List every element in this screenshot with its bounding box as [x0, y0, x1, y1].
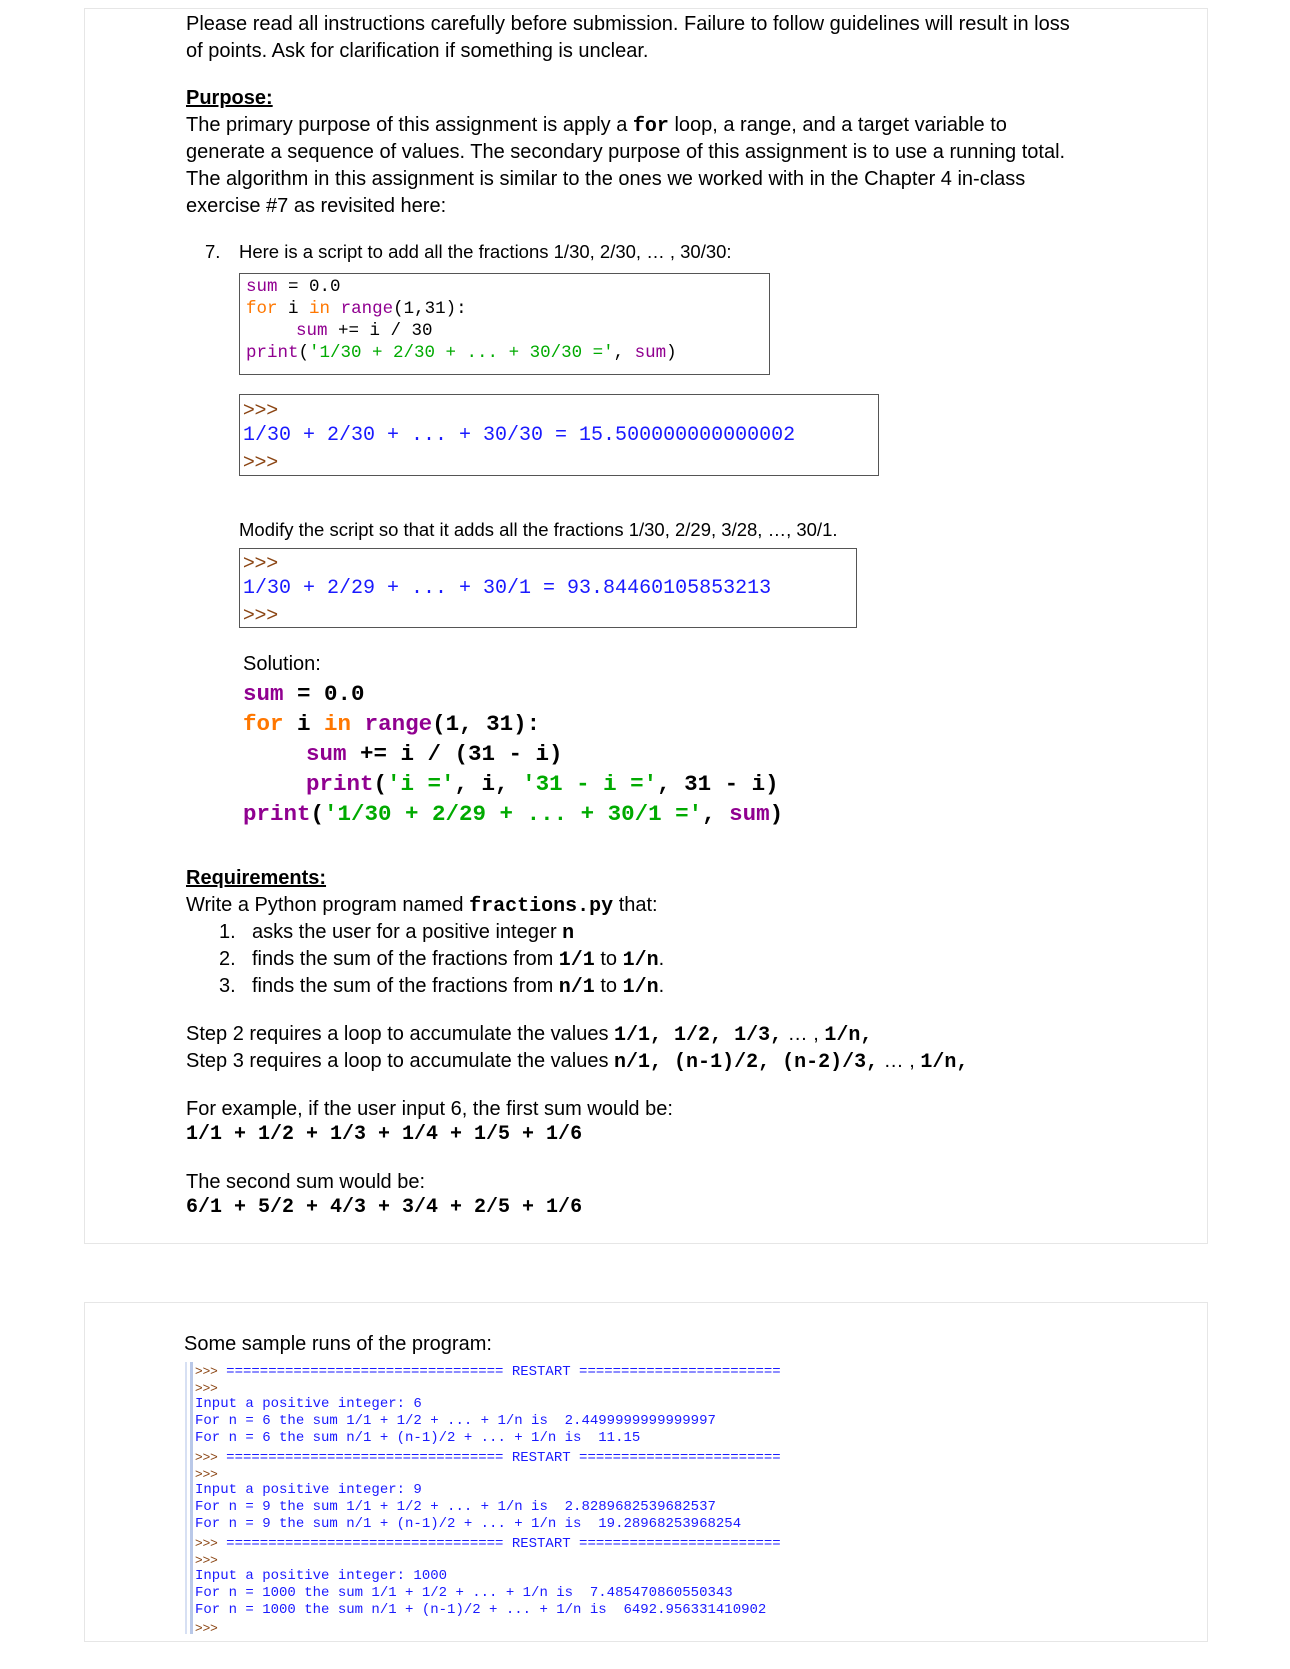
solution-string: '31 - i =' [522, 771, 658, 797]
sample-input-line: Input a positive integer: 9 [195, 1482, 422, 1498]
step-code: 1/1, 1/2, 1/3, [614, 1024, 783, 1047]
requirement-text: asks the user for a positive integer [252, 921, 563, 943]
requirement-item-1 [252, 919, 574, 947]
samples-heading: Some sample runs of the program: [184, 1333, 492, 1355]
script-in-keyword: in [309, 299, 331, 319]
solution-loop-var: i [283, 711, 325, 737]
prompt-text: >>> [243, 399, 279, 421]
sample-output-line: For n = 6 the sum n/1 + (n-1)/2 + ... + 1/n is 11.15 [195, 1430, 641, 1446]
prompt-text: >>> [195, 1466, 218, 1481]
requirements-heading: Requirements: [186, 867, 327, 889]
solution-range-builtin: range [364, 711, 433, 737]
solution-line-1 [243, 679, 365, 709]
output-1-line: 1/30 + 2/30 + ... + 30/30 = 15.500000000000002 [243, 424, 796, 447]
output-box-1 [239, 394, 879, 476]
sample-restart-line [195, 1362, 781, 1381]
solution-args: , 31 - i) [657, 771, 779, 797]
script-sum-var: sum [246, 277, 278, 297]
output-2-line: 1/30 + 2/29 + ... + 30/1 = 93.84460105853213 [243, 577, 772, 600]
purpose-line-1-text-b: loop, a range, and a target variable to [668, 114, 1007, 136]
requirement-item-2 [252, 946, 664, 974]
solution-in-keyword: in [324, 711, 352, 737]
step-2-line [186, 1021, 872, 1049]
requirement-item-1-num: 1. [219, 921, 236, 943]
solution-l1-rest: = 0.0 [283, 681, 365, 707]
exercise-number: 7. [205, 241, 221, 262]
solution-range-args: (1, 31): [432, 711, 541, 737]
requirement-text: to [594, 948, 623, 970]
solution-line-5 [243, 799, 783, 829]
sample-output-line: For n = 1000 the sum 1/1 + 1/2 + ... + 1/n is 7.485470860550343 [195, 1585, 733, 1601]
sample-output-line: For n = 1000 the sum n/1 + (n-1)/2 + ... + 1/n is 6492.956331410902 [195, 1602, 767, 1618]
requirement-code: 1/n [622, 949, 659, 972]
purpose-line-3: The algorithm in this assignment is similar to the ones we worked with in the Chapter 4 in-class [186, 168, 1026, 190]
prompt-text: >>> [195, 1363, 218, 1378]
requirement-code: 1/1 [558, 949, 595, 972]
requirement-text: finds the sum of the fractions from [252, 948, 559, 970]
intro-line-2: of points. Ask for clarification if something is unclear. [186, 40, 649, 62]
prompt-text: >>> [195, 1535, 218, 1550]
requirement-item-3 [252, 973, 664, 1001]
solution-label: Solution: [243, 653, 321, 675]
shell-prompt [243, 449, 278, 475]
requirements-intro [186, 892, 658, 920]
sample-output-line: For n = 9 the sum n/1 + (n-1)/2 + ... + 1/n is 19.28968253968254 [195, 1516, 742, 1532]
solution-args: , i, [454, 771, 523, 797]
document-page-2 [84, 1302, 1208, 1642]
shell-gutter [190, 1362, 193, 1634]
solution-string: 'i =' [387, 771, 455, 797]
sample-prompt-line [195, 1619, 218, 1638]
purpose-line-1-text-a: The primary purpose of this assignment is apply a [186, 114, 633, 136]
solution-print-builtin: print [306, 771, 374, 797]
prompt-text: >>> [243, 552, 279, 574]
script-paren: ( [298, 343, 310, 363]
document-page-1 [84, 8, 1208, 1244]
prompt-text: >>> [195, 1552, 218, 1567]
script-sum-var: sum [634, 343, 667, 363]
requirement-code: 1/n [622, 976, 659, 999]
requirement-item-2-num: 2. [219, 948, 236, 970]
script-line-1 [246, 276, 341, 298]
script-sum-var: sum [296, 321, 328, 341]
script-l3-rest: += i / 30 [327, 321, 433, 341]
sample-restart-line [195, 1448, 781, 1467]
second-sum-text: The second sum would be: [186, 1171, 426, 1193]
solution-string: '1/30 + 2/29 + ... + 30/1 =' [324, 801, 703, 827]
solution-l3-rest: += i / (31 - i) [346, 741, 563, 767]
shell-prompt [243, 602, 278, 628]
script-space [330, 299, 341, 319]
shell-prompt [243, 397, 278, 423]
solution-paren: ) [769, 801, 784, 827]
script-print-builtin: print [246, 343, 299, 363]
purpose-line-4: exercise #7 as revisited here: [186, 195, 447, 217]
shell-gutter [185, 1362, 187, 1634]
solution-line-2 [243, 709, 540, 739]
solution-for-keyword: for [243, 711, 284, 737]
output-box-2 [239, 548, 857, 628]
sample-input-line: Input a positive integer: 6 [195, 1396, 422, 1412]
shell-prompt [243, 550, 278, 576]
requirements-intro-text-b: that: [613, 894, 658, 916]
prompt-text: >>> [243, 451, 279, 473]
restart-banner: ================================= RESTART ======================== [217, 1364, 781, 1380]
solution-sum-var: sum [243, 681, 284, 707]
example-code: 1/1 + 1/2 + 1/3 + 1/4 + 1/5 + 1/6 [186, 1123, 583, 1146]
script-line-3 [296, 320, 433, 342]
requirement-text: to [594, 975, 623, 997]
step-text: Step 2 requires a loop to accumulate the values [186, 1023, 615, 1045]
script-string: '1/30 + 2/30 + ... + 30/30 =' [309, 343, 614, 363]
example-text: For example, if the user input 6, the first sum would be: [186, 1098, 673, 1120]
step-text: Step 3 requires a loop to accumulate the values [186, 1050, 615, 1072]
solution-line-4 [306, 769, 779, 799]
requirement-text: . [658, 975, 665, 997]
solution-space [351, 711, 365, 737]
solution-sep: , [702, 801, 730, 827]
script-range-builtin: range [340, 299, 394, 319]
step-code: n/1, (n-1)/2, (n-2)/3, [614, 1051, 879, 1074]
modify-text: Modify the script so that it adds all the fractions 1/30, 2/29, 3/28, …, 30/1. [239, 519, 838, 540]
script-loop-var: i [277, 299, 310, 319]
prompt-text: >>> [243, 604, 279, 626]
script-range-args: (1,31): [393, 299, 467, 319]
purpose-line-2: generate a sequence of values. The secondary purpose of this assignment is to use a running total. [186, 141, 1066, 163]
solution-paren: ( [310, 801, 325, 827]
step-code: 1/n, [920, 1051, 969, 1074]
requirement-item-3-num: 3. [219, 975, 236, 997]
step-code: 1/n, [824, 1024, 873, 1047]
step-3-line [186, 1048, 968, 1076]
purpose-line-1 [186, 112, 1007, 140]
solution-print-builtin: print [243, 801, 311, 827]
script-line-4 [246, 342, 677, 364]
step-dots: … , [878, 1050, 921, 1072]
solution-sum-var: sum [729, 801, 770, 827]
solution-sum-var: sum [306, 741, 347, 767]
script-for-keyword: for [246, 299, 278, 319]
purpose-for-keyword: for [632, 115, 669, 138]
sample-output-line: For n = 6 the sum 1/1 + 1/2 + ... + 1/n is 2.4499999999999997 [195, 1413, 716, 1429]
sample-restart-line [195, 1534, 781, 1553]
sample-input-line: Input a positive integer: 1000 [195, 1568, 448, 1584]
prompt-text: >>> [195, 1449, 218, 1464]
requirement-text: . [658, 948, 665, 970]
second-sum-code: 6/1 + 5/2 + 4/3 + 3/4 + 2/5 + 1/6 [186, 1196, 583, 1219]
solution-paren: ( [373, 771, 388, 797]
purpose-heading: Purpose: [186, 87, 273, 109]
original-script-box [239, 273, 770, 375]
solution-line-3 [306, 739, 563, 769]
prompt-text: >>> [195, 1620, 218, 1635]
script-line-2 [246, 298, 467, 320]
restart-banner: ================================= RESTART ======================== [217, 1536, 781, 1552]
restart-banner: ================================= RESTART ======================== [217, 1450, 781, 1466]
intro-line-1: Please read all instructions carefully before submission. Failure to follow guidelines will result in loss [186, 13, 1070, 35]
requirements-filename: fractions.py [469, 895, 614, 918]
requirements-intro-text-a: Write a Python program named [186, 894, 470, 916]
script-l1-rest: = 0.0 [277, 277, 341, 297]
script-sep: , [613, 343, 635, 363]
script-paren: ) [666, 343, 677, 363]
requirement-text: finds the sum of the fractions from [252, 975, 559, 997]
prompt-text: >>> [195, 1380, 218, 1395]
requirement-code: n [562, 922, 575, 945]
requirement-code: n/1 [558, 976, 595, 999]
step-dots: … , [782, 1023, 825, 1045]
exercise-text: Here is a script to add all the fractions 1/30, 2/30, … , 30/30: [239, 241, 732, 262]
sample-output-line: For n = 9 the sum 1/1 + 1/2 + ... + 1/n is 2.8289682539682537 [195, 1499, 716, 1515]
